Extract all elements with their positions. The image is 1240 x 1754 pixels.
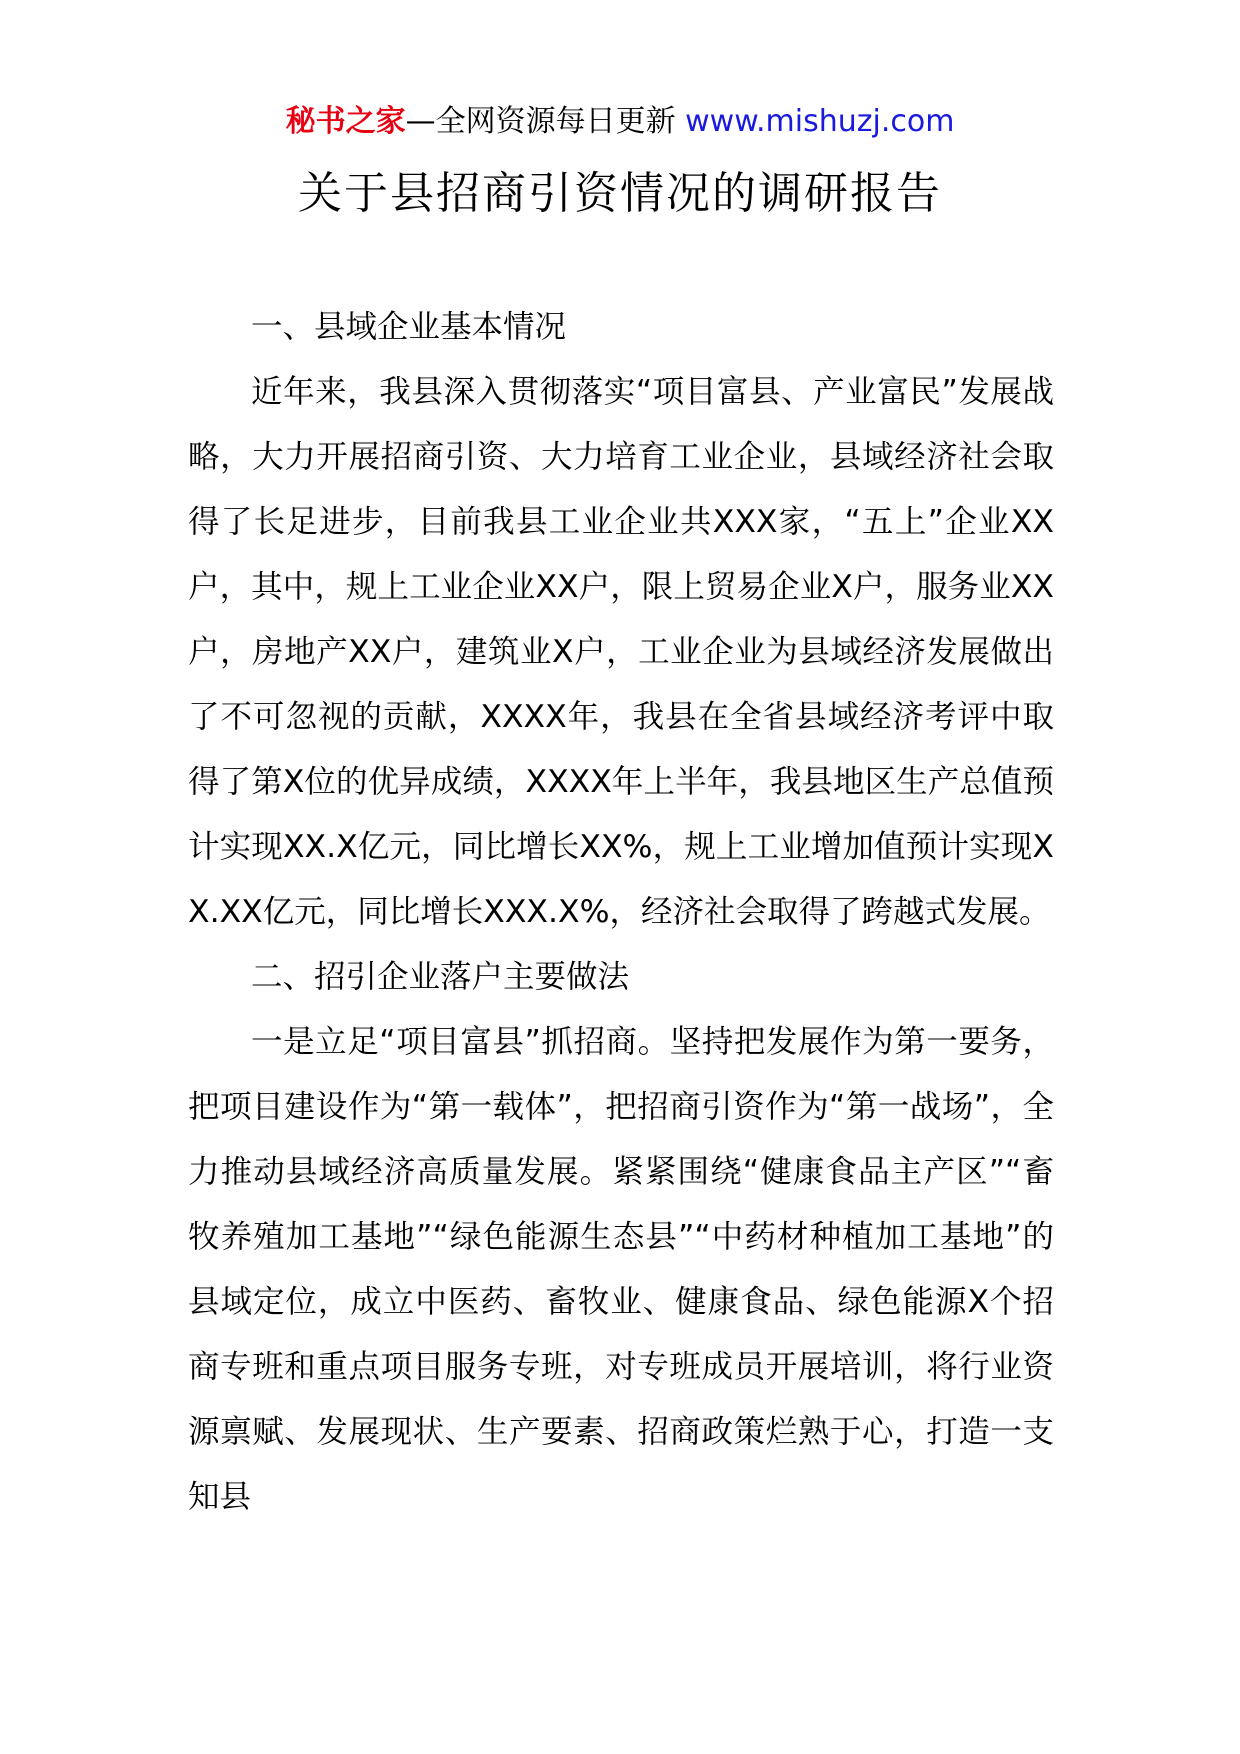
site-url-link[interactable]: www.mishuzj.com	[685, 104, 955, 139]
header-slogan: —全网资源每日更新	[405, 104, 676, 139]
section-heading-1: 一、县域企业基本情况	[251, 309, 567, 345]
paragraph-1: 近年来，我县深入贯彻落实“项目富县、产业富民”发展战略，大力开展招商引资、大力培育工业企业，县域经济社会取得了长足进步，目前我县工业企业共XXX家，“五上”企业XX户，其中，规上工业企业XX户，限上贸易企业X户，服务业XX户，房地产XX户，建筑业X户，工业企业为县域经济发展做出了不可忽视的贡献，XXXX年，我县在全省县域经济考评中取得了第X位的优异成绩，XXXX年上半年，我县地区生产总值预计实现XX.X亿元，同比增长XX%，规上工业增加值预计实现XX.XX亿元，同比增长XXX.X%，经济社会取得了跨越式发展。	[188, 374, 1054, 930]
document-body	[188, 295, 1054, 1530]
site-header	[0, 100, 1240, 144]
paragraph-2: 一是立足“项目富县”抓招商。坚持把发展作为第一要务，把项目建设作为“第一载体”，把招商引资作为“第一战场”，全力推动县域经济高质量发展。紧紧围绕“健康食品主产区”“畜牧养殖加工基地”“绿色能源生态县”“中药材种植加工基地”的县域定位，成立中医药、畜牧业、健康食品、绿色能源X个招商专班和重点项目服务专班，对专班成员开展培训，将行业资源禀赋、发展现状、生产要素、招商政策烂熟于心，打造一支知县	[188, 1024, 1054, 1515]
brand-name: 秘书之家	[285, 104, 406, 139]
section-heading-2: 二、招引企业落户主要做法	[251, 959, 630, 995]
document-title: 关于县招商引资情况的调研报告	[298, 168, 942, 219]
